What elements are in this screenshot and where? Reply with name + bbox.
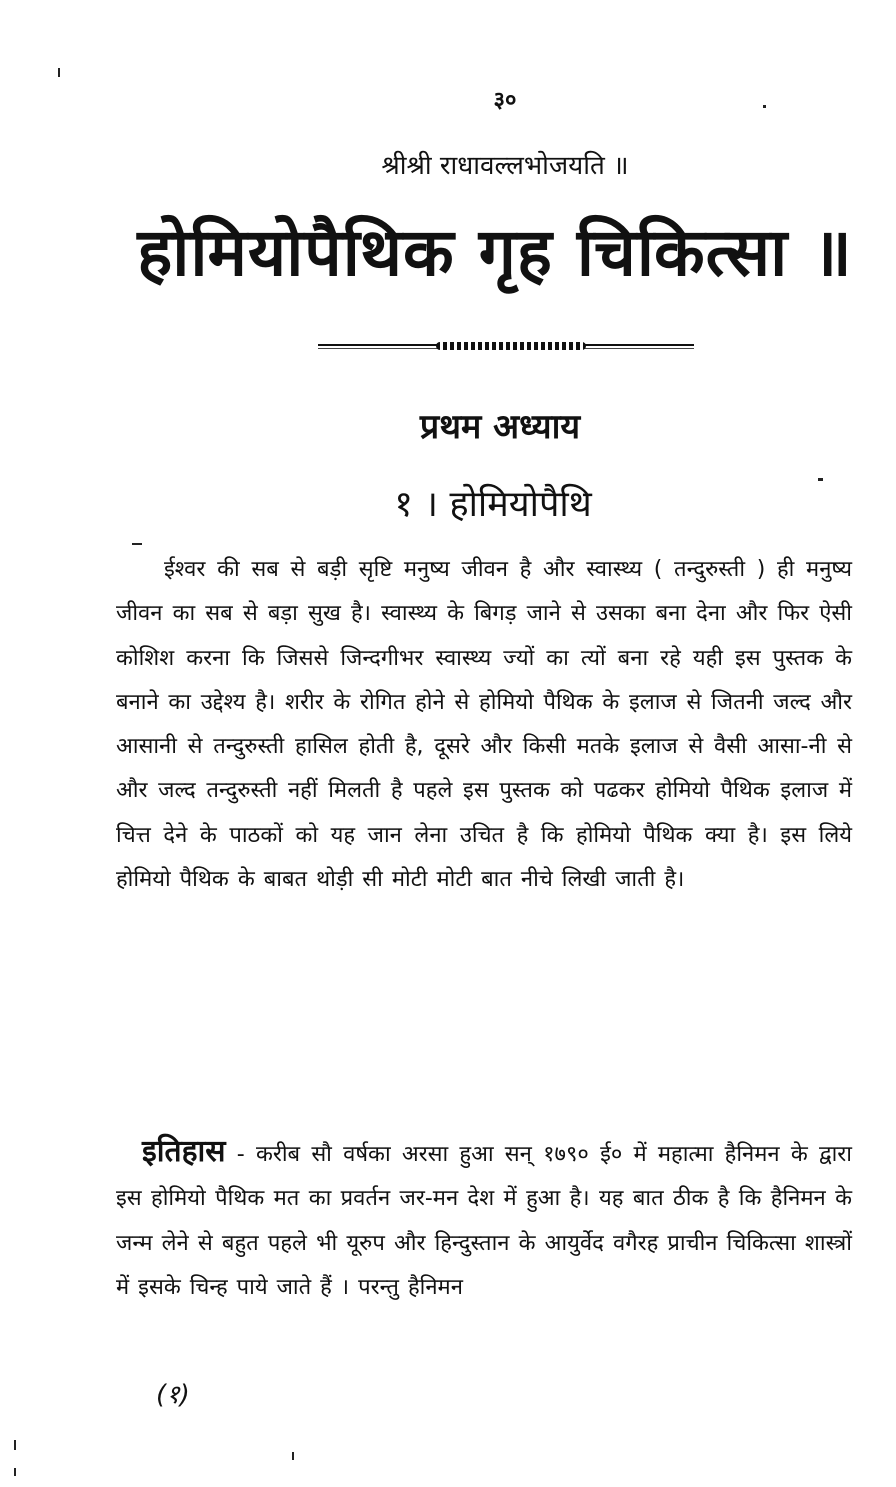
ornamental-divider [318,342,694,352]
top-page-number: ३० [493,88,517,113]
scan-speck [14,1440,16,1450]
section-heading: १ । होमियोपैथि [394,484,592,525]
body-paragraph-1: ईश्वर की सब से बड़ी सृष्टि मनुष्य जीवन है और स्वास्थ्य ( तन्दुरुस्ती ) ही मनुष्य जीवन का सब से बड़ा सुख है। स्वास्थ्य के बिगड़ जाने से उसका बना देना और फिर ऐसी कोशिश करना कि जिससे जिन्दगीभर स्वास्थ्य ज्यों का त्यों बना रहे यही इस पुस्तक के बनाने का उद्देश्य है। शरीर के रोगित होने से होमियो पैथिक के इलाज से जितनी जल्द और आसानी से तन्दुरुस्ती हासिल होती है, दूसरे और किसी मतके इलाज से वैसी आसा-नी से और जल्द तन्दुरुस्ती नहीं मिलती है पहले इस पुस्तक को पढकर होमियो पैथिक इलाज में चित्त देने के पाठकों को यह जान लेना उचित है कि होमियो पैथिक क्या है। इस लिये होमियो पैथिक के बाबत थोड़ी सी मोटी मोटी बात नीचे लिखी जाती है। [116,557,852,893]
body-paragraph-2 [116,1130,852,1310]
scan-speck [292,1452,294,1460]
scan-speck [763,105,766,108]
bottom-page-number: (१) [156,1380,190,1410]
divider-ornament [436,342,586,350]
scan-speck [818,478,823,481]
history-text: - करीब सौ वर्षका अरसा हुआ सन् १७९० ई० में महात्मा हैनिमन के द्वारा इस होमियो पैथिक मत का प्रवर्तन जर-मन देश में हुआ है। यह बात ठीक है कि हैनिमन के जन्म लेने से बहुत पहले भी यूरुप और हिन्दुस्तान के आयुर्वेद वगैरह प्राचीन चिकित्सा शास्त्रों में इसके चिन्ह पाये जाते हैं । परन्तु हैनिमन [116,1142,852,1300]
scan-speck [132,543,142,545]
chapter-heading: प्रथम अध्याय [419,407,581,447]
history-label: इतिहास [142,1134,226,1169]
book-title: होमियोपैथिक गृह चिकित्सा ॥ [137,214,853,291]
scan-speck [14,1468,16,1476]
invocation-line: श्रीश्री राधावल्लभोजयति ॥ [381,151,629,181]
scan-speck [58,68,60,77]
